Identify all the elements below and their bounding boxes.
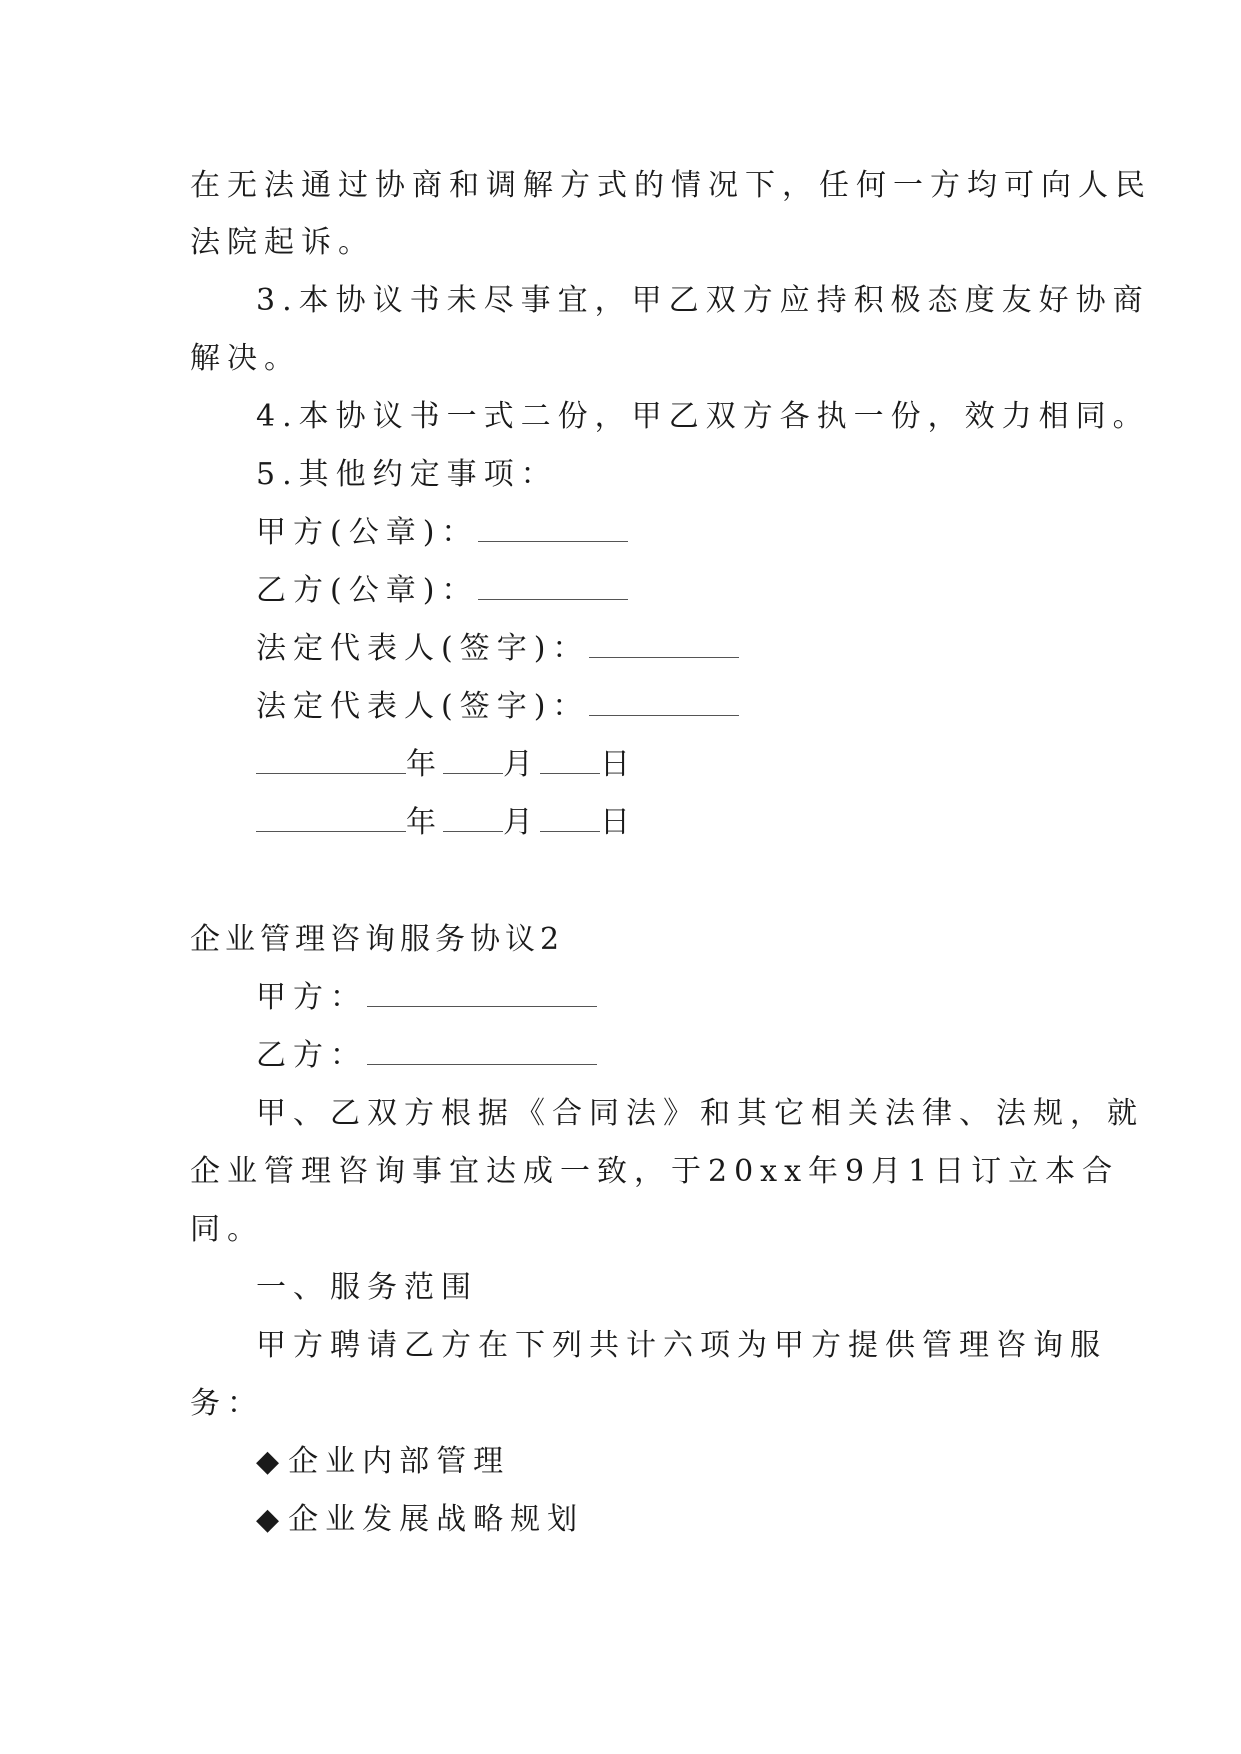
- scope-line: 甲方聘请乙方在下列共计六项为甲方提供管理咨询服: [256, 1328, 1107, 1363]
- rep-a-signature-blank: [589, 629, 739, 658]
- diamond-bullet-icon: ◆: [256, 1444, 287, 1479]
- clause-4: 4.本协议书一式二份，甲乙双方各执一份，效力相同。: [256, 399, 1150, 434]
- section-heading: 一、服务范围: [256, 1270, 478, 1305]
- party-b-seal-label: 乙方(公章)：: [256, 573, 479, 608]
- party-a-label: 甲方：: [256, 980, 367, 1015]
- party-b-seal-blank: [478, 571, 628, 600]
- agreement-title: 企业管理咨询服务协议2: [190, 922, 565, 957]
- party-b-line: [256, 1036, 597, 1076]
- paragraph-line: 法院起诉。: [190, 225, 375, 260]
- clause-3: 3.本协议书未尽事宜，甲乙双方应持积极态度友好协商: [256, 283, 1150, 318]
- year-label: 年: [406, 805, 443, 840]
- bullet-text: 企业内部管理: [288, 1444, 511, 1479]
- day-label: 日: [600, 747, 637, 782]
- party-a-line: [256, 978, 597, 1018]
- party-a-blank: [367, 978, 597, 1007]
- scope-line: 务：: [190, 1386, 264, 1421]
- paragraph-line: 在无法通过协商和调解方式的情况下，任何一方均可向人民: [190, 168, 1152, 203]
- month-label: 月: [503, 747, 540, 782]
- party-a-seal-line: [256, 513, 628, 553]
- intro-line: 企业管理咨询事宜达成一致，于20xx年9月1日订立本合: [190, 1154, 1120, 1189]
- date-line-b: [256, 803, 637, 843]
- party-b-blank: [367, 1036, 597, 1065]
- month-blank: [443, 745, 503, 774]
- party-a-seal-label: 甲方(公章)：: [256, 515, 479, 550]
- year-label: 年: [406, 747, 443, 782]
- day-blank: [540, 803, 600, 832]
- party-b-label: 乙方：: [256, 1038, 367, 1073]
- paragraph-line: 解决。: [190, 341, 301, 376]
- rep-a-signature-line: [256, 629, 739, 669]
- party-a-seal-blank: [478, 513, 628, 542]
- year-blank: [256, 803, 406, 832]
- intro-line: 甲、乙双方根据《合同法》和其它相关法律、法规，就: [256, 1096, 1144, 1131]
- clause-5: 5.其他约定事项：: [256, 457, 558, 492]
- bullet-item: [256, 1442, 510, 1482]
- rep-b-signature-line: [256, 687, 739, 727]
- diamond-bullet-icon: ◆: [256, 1502, 287, 1537]
- month-blank: [443, 803, 503, 832]
- rep-b-signature-label: 法定代表人(签字)：: [256, 689, 590, 724]
- day-blank: [540, 745, 600, 774]
- intro-line: 同。: [190, 1212, 264, 1247]
- rep-b-signature-blank: [589, 687, 739, 716]
- date-line-a: [256, 745, 637, 785]
- bullet-text: 企业发展战略规划: [288, 1502, 585, 1537]
- month-label: 月: [503, 805, 540, 840]
- day-label: 日: [600, 805, 637, 840]
- rep-a-signature-label: 法定代表人(签字)：: [256, 631, 590, 666]
- party-b-seal-line: [256, 571, 628, 611]
- bullet-item: [256, 1500, 584, 1540]
- year-blank: [256, 745, 406, 774]
